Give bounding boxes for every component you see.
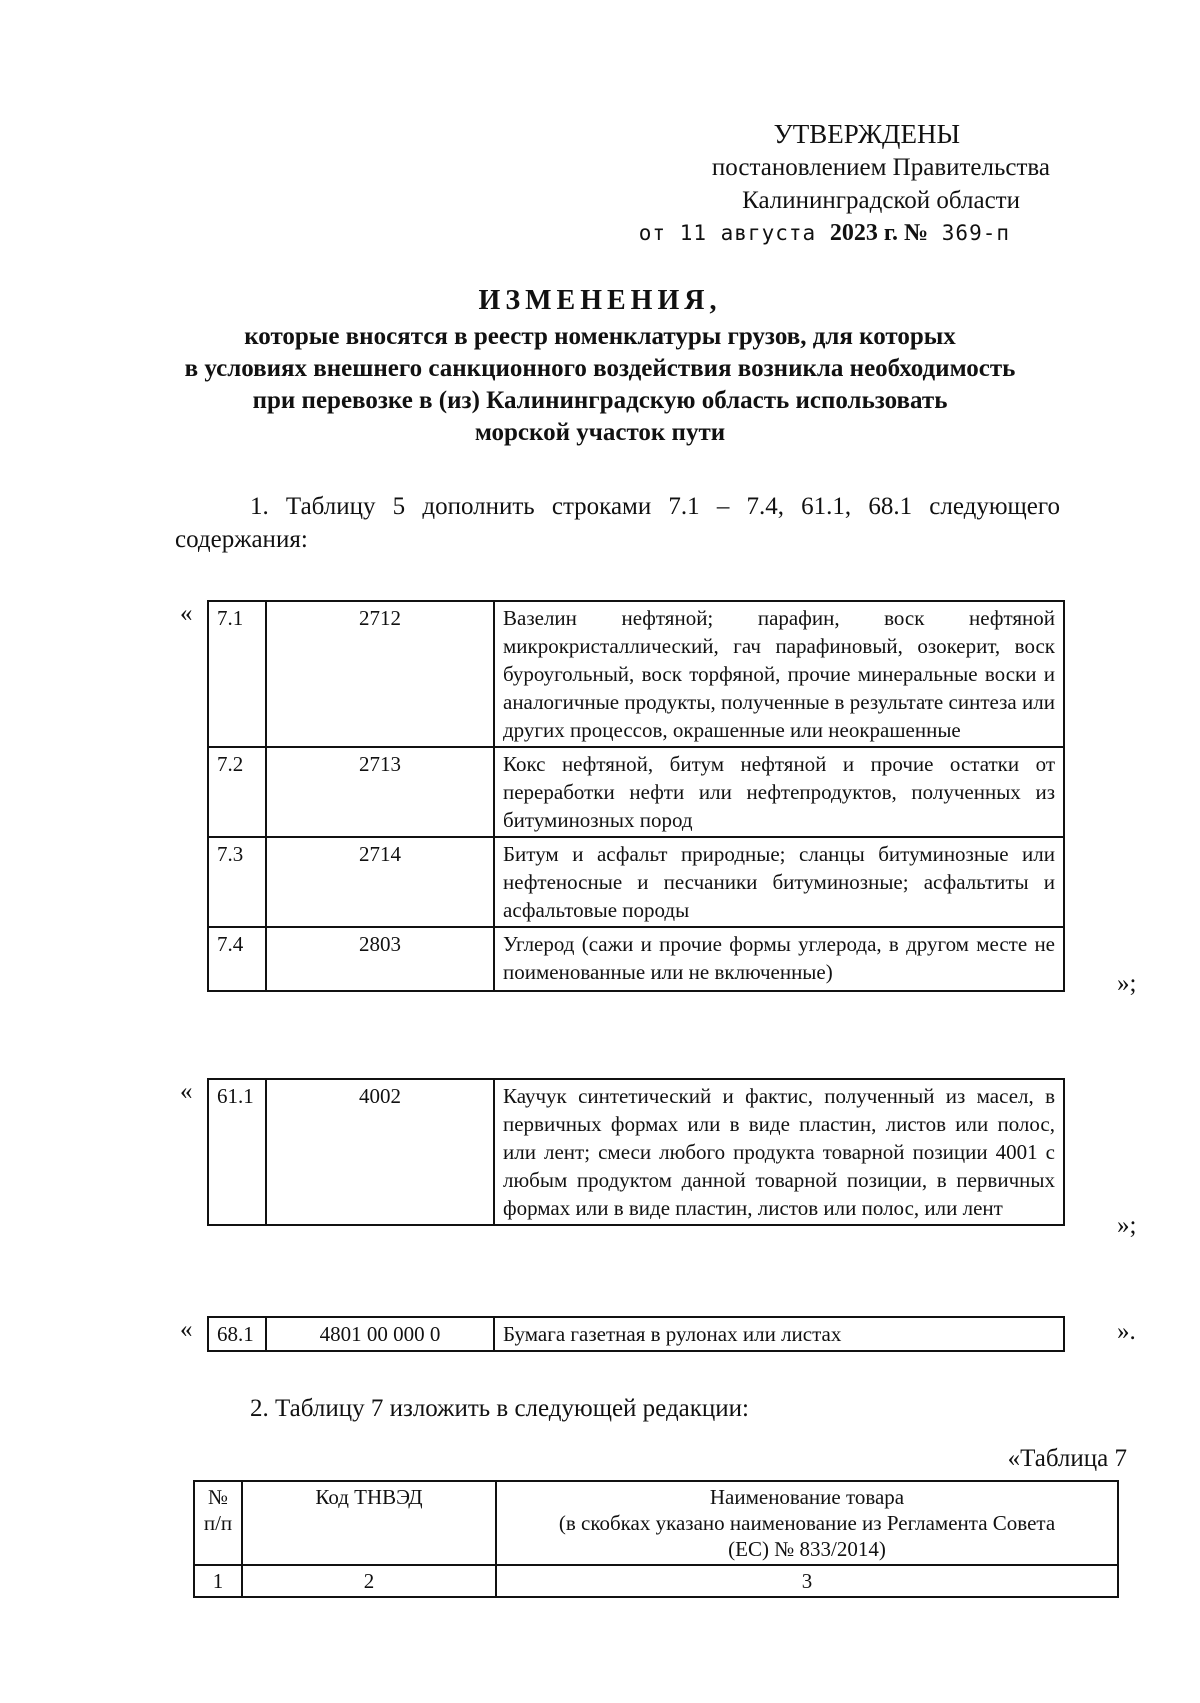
table-row (208, 1317, 1064, 1351)
row-description: Вазелин нефтяной; парафин, воск нефтяной микрокристаллический, гач парафиновый, озокерит, воск буроугольный, воск торфяной, прочие минеральные воски и аналогичные продукты, полученные в результате синтеза или других процессов, окрашенные или неокрашенные (494, 601, 1064, 747)
approval-date (630, 217, 1050, 250)
table-7-caption: «Таблица 7 (1007, 1445, 1127, 1472)
header-name-line-2: (в скобках указано наименование из Регламента Совета (558, 1511, 1056, 1535)
row-code: 2712 (266, 601, 494, 747)
table-row (208, 747, 1064, 837)
approval-date-prefix: от 11 августа (638, 221, 817, 245)
index-cell: 2 (242, 1565, 496, 1597)
table-b (207, 1078, 1065, 1226)
row-number: 61.1 (208, 1079, 266, 1225)
row-number: 7.1 (208, 601, 266, 747)
row-code: 4801 00 000 0 (266, 1317, 494, 1351)
header-name (496, 1481, 1118, 1565)
document-subtitle-4: морской участок пути (474, 419, 726, 446)
approval-date-year: 2023 г. № (829, 220, 929, 246)
table-header-row (194, 1481, 1118, 1565)
document-subtitle-3: при перевозке в (из) Калининградскую область использовать (252, 387, 948, 414)
table-row (208, 601, 1064, 747)
row-number: 7.2 (208, 747, 266, 837)
row-description: Битум и асфальт природные; сланцы битуминозные или нефтеносные и песчаники битуминозные; асфальтиты и асфальтовые породы (494, 837, 1064, 927)
row-code: 2803 (266, 927, 494, 991)
table-a (207, 600, 1065, 992)
section-1-text: 1. Таблицу 5 дополнить строками 7.1 – 7.4, 61.1, 68.1 следующего содержания: (175, 493, 1060, 553)
table-a-close-quote: »; (1117, 970, 1137, 997)
approval-date-number: 369-п (941, 221, 1010, 245)
document-heading (150, 285, 1050, 449)
table-c-close-quote: ». (1117, 1318, 1136, 1345)
index-cell: 3 (496, 1565, 1118, 1597)
approval-block (630, 118, 1050, 250)
table-c (207, 1316, 1065, 1352)
table-c-open-quote: « (180, 1316, 193, 1343)
document-subtitle-1: которые вносятся в реестр номенклатуры грузов, для которых (244, 323, 956, 350)
header-name-line-3: (ЕС) № 833/2014) (728, 1537, 886, 1561)
table-row (208, 1079, 1064, 1225)
table-b-close-quote: »; (1117, 1212, 1137, 1239)
row-description: Кокс нефтяной, битум нефтяной и прочие остатки от переработки нефти или нефтепродуктов, полученных из битуминозных пород (494, 747, 1064, 837)
row-description: Каучук синтетический и фактис, полученный из масел, в первичных формах или в виде пластин, листов или полос, или лент; смеси любого продукта товарной позиции 4001 с любым продуктом данной товарной позиции, в первичных формах или в виде пластин, листов или полос, или лент (494, 1079, 1064, 1225)
approval-line-2: постановлением Правительства (711, 154, 1050, 181)
row-number: 7.3 (208, 837, 266, 927)
table-7 (193, 1480, 1119, 1598)
table-b-open-quote: « (180, 1078, 193, 1105)
approval-line-3: Калининградской области (742, 187, 1020, 214)
row-description: Углерод (сажи и прочие формы углерода, в другом месте не поименованные или не включенные) (494, 927, 1064, 991)
table-row (208, 927, 1064, 991)
row-code: 4002 (266, 1079, 494, 1225)
document-subtitle-2: в условиях внешнего санкционного воздействия возникла необходимость (184, 355, 1016, 382)
table-index-row (194, 1565, 1118, 1597)
row-code: 2714 (266, 837, 494, 927)
approval-title: УТВЕРЖДЕНЫ (773, 119, 960, 149)
section-2-text: 2. Таблицу 7 изложить в следующей редакции: (250, 1395, 749, 1422)
row-number: 68.1 (208, 1317, 266, 1351)
table-a-open-quote: « (180, 600, 193, 627)
row-number: 7.4 (208, 927, 266, 991)
row-description: Бумага газетная в рулонах или листах (494, 1317, 1064, 1351)
header-num: № п/п (194, 1481, 242, 1565)
header-name-line-1: Наименование товара (709, 1485, 905, 1509)
header-code: Код ТНВЭД (242, 1481, 496, 1565)
row-code: 2713 (266, 747, 494, 837)
table-row (208, 837, 1064, 927)
index-cell: 1 (194, 1565, 242, 1597)
document-title: ИЗМЕНЕНИЯ, (478, 285, 722, 316)
